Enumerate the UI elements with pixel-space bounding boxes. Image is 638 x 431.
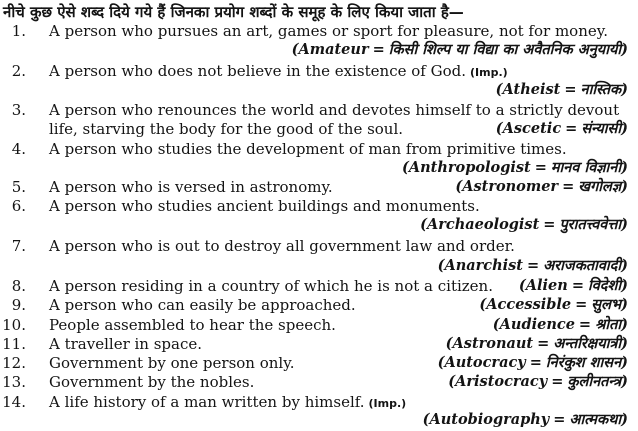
- item-1-answer-line: [0, 40, 638, 60]
- item-number: 5.: [11, 178, 26, 196]
- item-definition-cont: life, starving the body for the good of the soul.: [49, 120, 404, 138]
- item-5: [0, 177, 638, 197]
- item-7-answer-line: [0, 256, 638, 276]
- answer-hindi: संन्यासी: [581, 121, 622, 137]
- item-6: [0, 196, 638, 216]
- item-number: 11.: [2, 335, 26, 353]
- item-number: 4.: [11, 140, 26, 158]
- item-9: [0, 295, 638, 315]
- section-heading: नीचे कुछ ऐसे शब्द दिये गये हैं जिनका प्रयोग शब्दों के समूह के लिए किया जाता है—: [3, 3, 464, 21]
- item-6-answer-line: [0, 215, 638, 235]
- item-2: [0, 61, 638, 81]
- answer-hindi: किसी शिल्प या विद्या का अवैतनिक अनुयायी: [388, 42, 622, 58]
- item-answer: (Autocracy = निरंकुश शासन): [437, 354, 628, 371]
- answer-hindi: सुलभ: [591, 297, 622, 313]
- item-number: 6.: [11, 197, 26, 215]
- item-answer: (Amateur = किसी शिल्प या विद्या का अवैतनिक अनुयायी): [291, 41, 628, 58]
- item-4-answer-line: [0, 158, 638, 178]
- answer-word: Autocracy: [444, 354, 526, 371]
- item-10: [0, 315, 638, 335]
- answer-hindi: कुलीनतन्त्र: [567, 374, 622, 390]
- answer-word: Audience: [499, 316, 575, 333]
- item-answer: (Anthropologist = मानव विज्ञानी): [401, 159, 628, 176]
- item-answer: (Astronomer = खगोलज्ञ): [455, 178, 628, 195]
- answer-hindi: खगोलज्ञ: [578, 179, 622, 195]
- item-1: [0, 21, 638, 41]
- answer-hindi: अन्तरिक्षयात्री: [553, 336, 622, 352]
- item-definition: A person who is versed in astronomy.: [49, 178, 333, 196]
- answer-hindi: पुरातत्त्ववेत्ता: [559, 217, 622, 233]
- item-3: [0, 100, 638, 120]
- item-number: 2.: [11, 62, 26, 80]
- item-11: [0, 334, 638, 354]
- answer-word: Archaeologist: [427, 216, 540, 233]
- item-number: 1.: [11, 22, 26, 40]
- item-number: 14.: [2, 393, 26, 411]
- answer-word: Accessible: [486, 296, 572, 313]
- answer-word: Atheist: [502, 81, 561, 98]
- item-12: [0, 353, 638, 373]
- item-answer: (Atheist = नास्तिक): [495, 81, 628, 98]
- answer-word: Anthropologist: [408, 159, 531, 176]
- item-number: 12.: [2, 354, 26, 372]
- item-answer: (Ascetic = संन्यासी): [495, 120, 628, 137]
- item-definition: A person who can easily be approached.: [49, 296, 356, 314]
- item-number: 10.: [2, 316, 26, 334]
- item-4: [0, 139, 638, 159]
- item-3-line-2: [0, 119, 638, 139]
- answer-hindi: मानव विज्ञानी: [550, 160, 622, 176]
- item-definition: A person residing in a country of which he is not a citizen.: [49, 277, 493, 295]
- item-13: [0, 372, 638, 392]
- item-number: 9.: [11, 296, 26, 314]
- item-number: 3.: [11, 101, 26, 119]
- item-answer: (Autobiography = आत्मकथा): [422, 411, 628, 428]
- answer-hindi: विदेशी: [587, 278, 622, 294]
- item-definition: A person who studies the development of man from primitive times.: [49, 140, 567, 158]
- item-definition: A person who studies ancient buildings and monuments.: [49, 197, 480, 215]
- answer-word: Amateur: [298, 41, 369, 58]
- answer-word: Autobiography: [429, 411, 550, 428]
- item-definition: Government by the nobles.: [49, 373, 255, 391]
- item-answer: (Anarchist = अराजकतावादी): [437, 257, 628, 274]
- item-number: 13.: [2, 373, 26, 391]
- item-definition: A person who is out to destroy all government law and order.: [49, 237, 515, 255]
- item-number: 8.: [11, 277, 26, 295]
- answer-hindi: नास्तिक: [580, 82, 622, 98]
- answer-word: Astronaut: [452, 335, 534, 352]
- answer-word: Ascetic: [502, 120, 562, 137]
- item-answer: (Accessible = सुलभ): [479, 296, 628, 313]
- item-definition-text: A life history of a man written by himself.: [49, 393, 365, 411]
- item-7: [0, 236, 638, 256]
- answer-word: Aristocracy: [455, 373, 548, 390]
- item-answer: (Alien = विदेशी): [518, 277, 628, 294]
- item-answer: (Archaeologist = पुरातत्त्ववेत्ता): [420, 216, 628, 233]
- answer-hindi: श्रोता: [595, 317, 622, 333]
- item-2-answer-line: [0, 80, 638, 100]
- answer-hindi: निरंकुश शासन: [545, 355, 622, 371]
- important-tag: (Imp.): [368, 397, 407, 410]
- important-tag: (Imp.): [469, 66, 508, 79]
- item-definition: A person who pursues an art, games or sport for pleasure, not for money.: [49, 22, 608, 40]
- item-answer: (Astronaut = अन्तरिक्षयात्री): [445, 335, 628, 352]
- item-14: [0, 392, 638, 412]
- item-definition: People assembled to hear the speech.: [49, 316, 336, 334]
- answer-word: Anarchist: [444, 257, 524, 274]
- item-14-answer-line: [0, 410, 638, 430]
- item-definition: A person who renounces the world and devotes himself to a strictly devout: [49, 101, 620, 119]
- item-definition: A traveller in space.: [49, 335, 203, 353]
- item-8: [0, 276, 638, 296]
- answer-word: Alien: [525, 277, 568, 294]
- item-definition-text: A person who does not believe in the existence of God.: [49, 62, 466, 80]
- answer-hindi: अराजकतावादी: [543, 258, 622, 274]
- item-answer: (Audience = श्रोता): [492, 316, 628, 333]
- answer-word: Astronomer: [462, 178, 559, 195]
- item-number: 7.: [11, 237, 26, 255]
- item-definition: Government by one person only.: [49, 354, 295, 372]
- answer-hindi: आत्मकथा: [569, 412, 622, 428]
- item-answer: (Aristocracy = कुलीनतन्त्र): [448, 373, 628, 390]
